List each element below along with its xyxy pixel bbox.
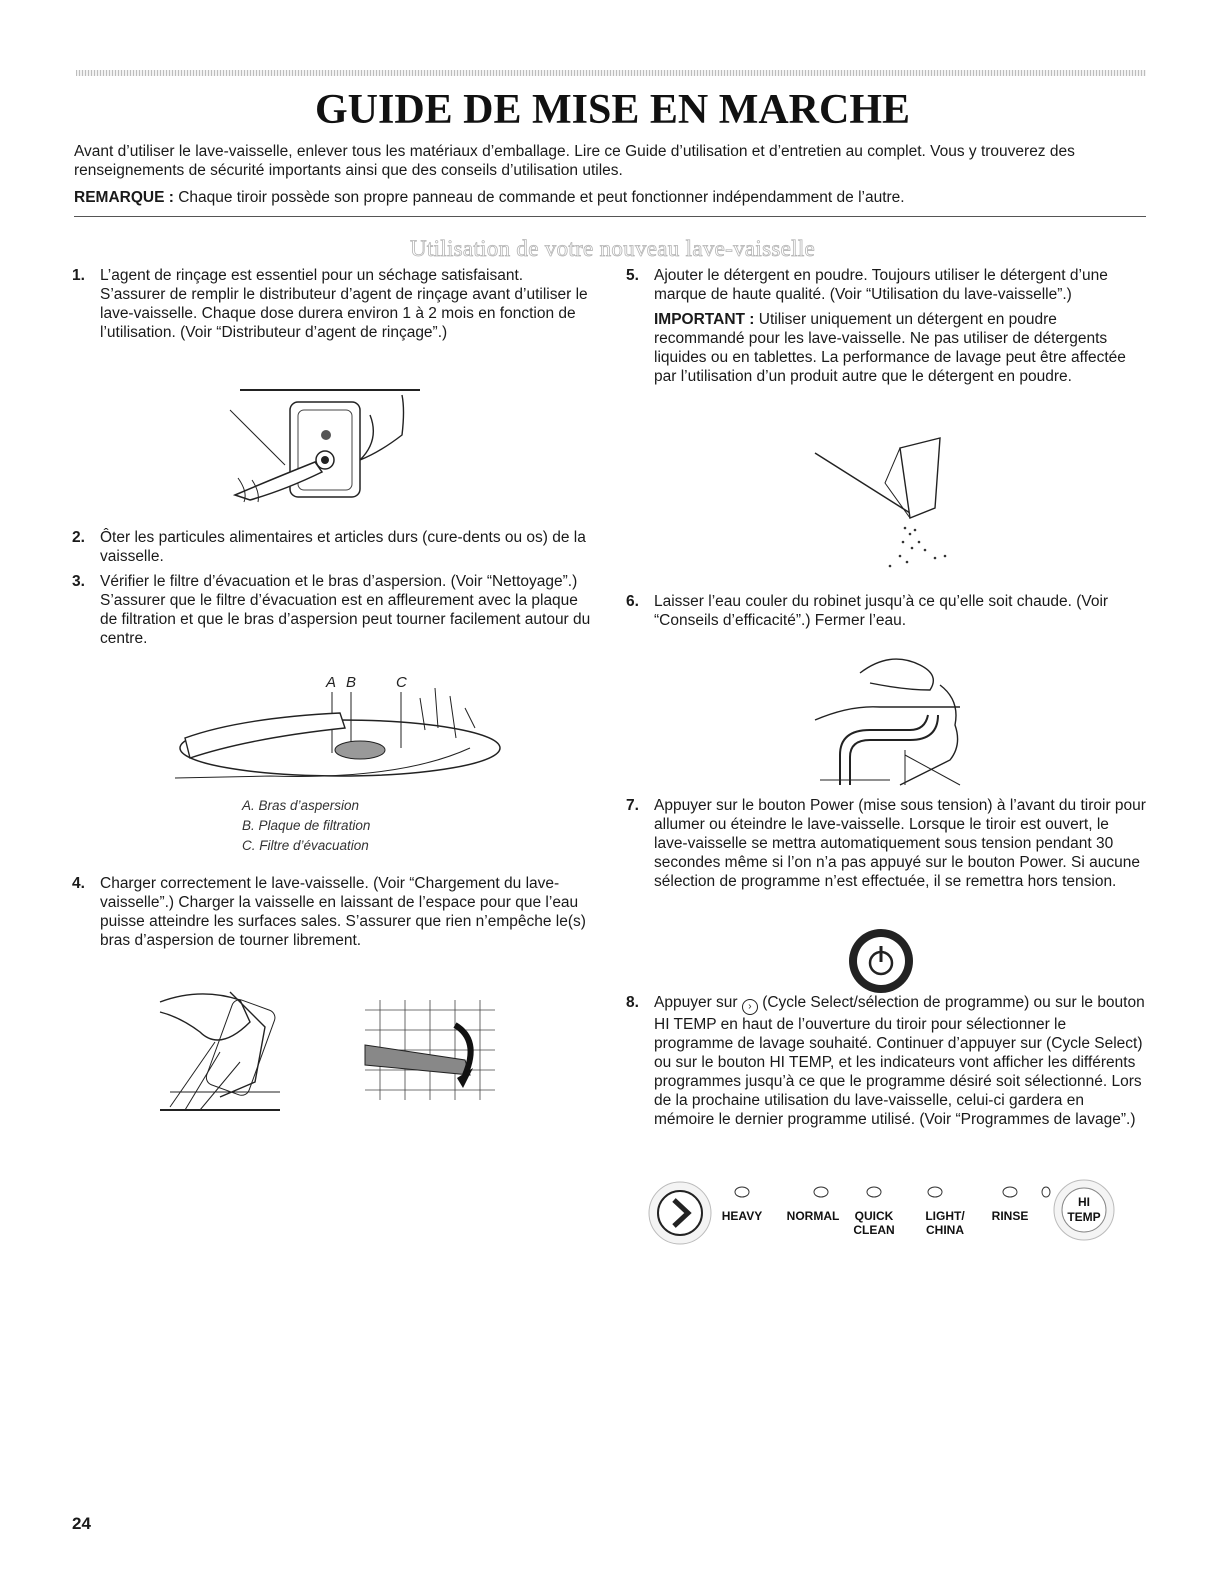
step-text: Appuyer sur le bouton Power (mise sous tension) à l’avant du tiroir pour allumer ou éteindre le lave-vaisselle. Lorsque le tiroir est ouvert, le lave-vaisselle se mettra automatiquement sous tension pendant 30 secondes même si l’on n’a pas appuyé sur le bouton Power. Si aucune sélection de programme n’est effectuée, il se remettra hors tension. xyxy=(654,797,1146,890)
indicator-light-heavy xyxy=(735,1187,749,1197)
remark-paragraph xyxy=(74,188,1149,207)
important-text: Utiliser uniquement un détergent en poudre recommandé pour les lave-vaisselle. Ne pas utiliser de détergents liquides ou en tablettes. La performance de lavage peut être affectée par l’utilisation d’un produit autre que le détergent en poudre. xyxy=(654,311,1126,385)
power-button-icon xyxy=(846,926,916,996)
indicator-light-quick-clean xyxy=(867,1187,881,1197)
hi-temp-label-temp: TEMP xyxy=(1067,1210,1101,1224)
filter-spray-arm-illustration xyxy=(170,668,500,788)
figure-letter-b: B xyxy=(346,674,357,691)
step-6 xyxy=(626,592,1146,630)
step-text: L’agent de rinçage est essentiel pour un séchage satisfaisant. S’assurer de remplir le distributeur d’agent de rinçage avant d’utiliser le lave-vaisselle. Chaque dose durera environ 1 à 2 mois en fonction de l’utilisation. (Voir “Distributeur d’agent de rinçage”.) xyxy=(100,267,588,341)
program-label-china: CHINA xyxy=(926,1223,964,1237)
step-number: 6. xyxy=(626,593,639,610)
step-8 xyxy=(626,993,1146,1129)
cycle-select-button xyxy=(649,1182,711,1244)
program-label-heavy: HEAVY xyxy=(721,1209,763,1223)
top-decorative-bar xyxy=(76,70,1146,76)
step-text: Ôter les particules alimentaires et articles durs (cure-dents ou os) de la vaisselle. xyxy=(100,529,586,565)
figure-caption-c: C. Filtre d’évacuation xyxy=(242,838,369,853)
faucet-illustration xyxy=(810,645,970,785)
hi-temp-button xyxy=(1054,1180,1114,1240)
step-text: Vérifier le filtre d’évacuation et le bras d’aspersion. (Voir “Nettoyage”.) S’assurer que le filtre d’évacuation est en affleurement avec la plaque de filtration et que le bras d’aspersion peut tourner facilement autour du centre. xyxy=(100,573,591,647)
hi-temp-label-hi: HI xyxy=(1078,1195,1090,1209)
step-number: 4. xyxy=(72,875,85,892)
program-label-rinse: RINSE xyxy=(991,1209,1029,1223)
rinse-aid-illustration xyxy=(230,380,430,505)
detergent-pour-illustration xyxy=(815,438,965,573)
step-2 xyxy=(72,528,592,566)
control-panel-illustration xyxy=(648,1180,1118,1250)
important-label: IMPORTANT : xyxy=(654,311,755,328)
step-text: Ajouter le détergent en poudre. Toujours utiliser le détergent d’une marque de haute qualité. (Voir “Utilisation du lave-vaisselle”.) xyxy=(654,267,1108,303)
remark-text: Chaque tiroir possède son propre panneau de commande et peut fonctionner indépendamment de l’autre. xyxy=(178,189,905,206)
step-text: Laisser l’eau couler du robinet jusqu’à ce qu’elle soit chaude. (Voir “Conseils d’efficacité”.) Fermer l’eau. xyxy=(654,593,1109,629)
step-4 xyxy=(72,874,592,950)
step-number: 3. xyxy=(72,573,85,590)
section-title: Utilisation de votre nouveau lave-vaisselle xyxy=(409,236,816,261)
program-label-light: LIGHT/ xyxy=(925,1209,965,1223)
step-text-before: Appuyer sur xyxy=(654,994,738,1011)
loading-dishes-hand-illustration xyxy=(160,982,290,1112)
step-number: 2. xyxy=(72,529,85,546)
step-number: 5. xyxy=(626,267,639,284)
step-7 xyxy=(626,796,1146,891)
step-number: 1. xyxy=(72,267,85,284)
step-3 xyxy=(72,572,592,648)
cycle-select-inline-icon: › xyxy=(742,999,758,1015)
indicator-light-light-china xyxy=(928,1187,942,1197)
figure-caption-b: B. Plaque de filtration xyxy=(242,818,371,833)
figure-caption-a: A. Bras d’aspersion xyxy=(242,798,360,813)
remark-label: REMARQUE : xyxy=(74,189,174,206)
page-number: 24 xyxy=(72,1514,91,1533)
step-text-after: (Cycle Select/sélection de programme) ou sur le bouton HI TEMP en haut de l’ouverture du tiroir pour sélectionner le programme de lavage souhaité. Continuer d’appuyer sur (Cycle Select) ou sur le bouton HI TEMP, et les indicateurs vont afficher les différents programmes jusqu’à ce que le programme désiré soit sélectionné. Lors de la prochaine utilisation du lave-vaisselle, celui-ci gardera en mémoire le dernier programme utilisé. (Voir “Programmes de lavage”.) xyxy=(654,994,1145,1128)
figure-letter-a: A xyxy=(326,674,337,691)
step-5 xyxy=(626,266,1146,386)
indicator-light-hi-temp xyxy=(1042,1187,1050,1197)
program-label-quick: QUICK xyxy=(854,1209,894,1223)
indicator-light-normal xyxy=(814,1187,828,1197)
figure-letter-c: C xyxy=(396,674,407,691)
indicator-light-rinse xyxy=(1003,1187,1017,1197)
program-label-normal: NORMAL xyxy=(786,1209,840,1223)
step-text: Charger correctement le lave-vaisselle. (Voir “Chargement du lave-vaisselle”.) Charger la vaisselle en laissant de l’espace pour que l’eau puisse atteindre les surfaces sales. S’assurer que rien n’empêche le(s) bras d’aspersion de tourner librement. xyxy=(100,875,586,949)
important-note xyxy=(654,310,1146,386)
step-1 xyxy=(72,266,592,342)
step-number: 7. xyxy=(626,797,639,814)
program-label-clean: CLEAN xyxy=(853,1223,895,1237)
section-divider xyxy=(74,216,1146,217)
page-title: GUIDE DE MISE EN MARCHE xyxy=(314,87,911,133)
step-number: 8. xyxy=(626,994,639,1011)
spray-arm-rotation-illustration xyxy=(365,1000,500,1110)
intro-paragraph: Avant d’utiliser le lave-vaisselle, enlever tous les matériaux d’emballage. Lire ce Guide d’utilisation et d’entretien au complet. Vous y trouverez des renseignements de sécurité importants ainsi que des conseils d’utilisation utiles. xyxy=(74,143,1075,179)
